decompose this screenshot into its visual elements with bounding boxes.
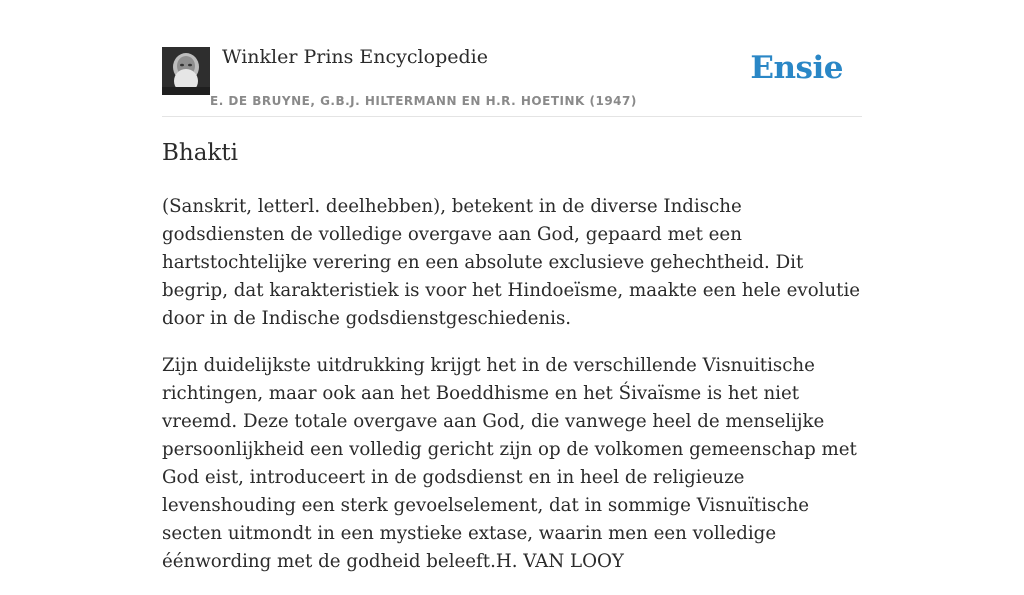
article-body	[162, 193, 867, 595]
author-portrait-icon	[162, 47, 210, 95]
article-paragraph-1: (Sanskrit, letterl. deelhebben), betekent in de diverse Indische godsdiensten de volledige overgave aan God, gepaard met een hartstochtelijke verering en een absolute exclusieve gehechtheid. Dit begrip, dat karakteristiek is voor het Hindoeïsme, maakte een hele evolutie door in de Indische godsdienstgeschiedenis.	[162, 196, 861, 329]
book-title[interactable]: Winkler Prins Encyclopedie	[222, 46, 488, 68]
author-avatar[interactable]	[162, 47, 210, 95]
ensie-logo[interactable]: Ensie	[750, 50, 843, 86]
page	[162, 0, 862, 572]
authors-line: E. DE BRUYNE, G.B.J. HILTERMANN EN H.R. HOETINK (1947)	[210, 94, 637, 108]
entry-title: Bhakti	[162, 140, 238, 166]
article-paragraph-2: Zijn duidelijkste uitdrukking krijgt het in de verschillende Visnuitische richtingen, maar ook aan het Boeddhisme en het Śivaïsme is het niet vreemd. Deze totale overgave aan God, die vanwege heel de menselijke persoonlijkheid een volledig gericht zijn op de volkomen gemeenschap met God eist, introduceert in de godsdienst en in heel de religieuze levenshouding een sterk gevoelselement, dat in sommige Visnuïtische secten uitmondt in een mystieke extase, waarin men een volledige éénwording met de godheid beleeft.H. VAN LOOY	[162, 355, 857, 572]
header	[162, 0, 862, 117]
